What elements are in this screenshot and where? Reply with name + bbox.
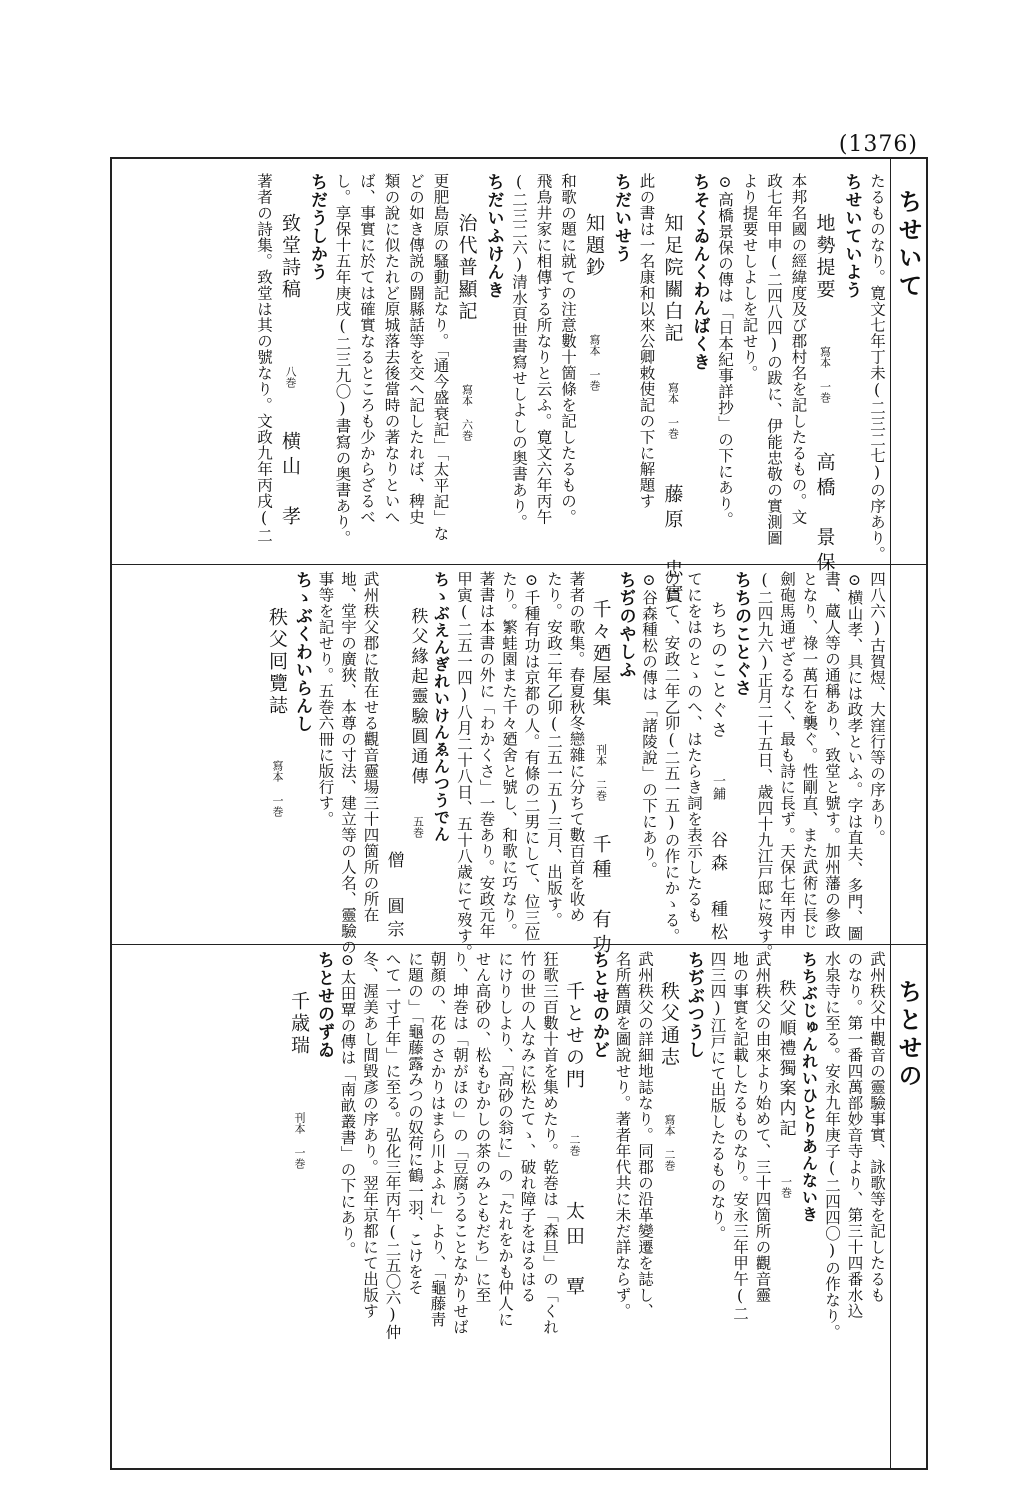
entry-heading: ちぢのやしふ <box>615 571 636 679</box>
entry-body: 著者の歌集。春夏秋冬戀雜に分ちて數百首を收め <box>567 571 586 923</box>
entry-reference: ⊙千種有功は京都の人。有條の二男にして、位三位 <box>522 571 541 942</box>
entry-body: 政七年甲申(二四八四)の跋に、伊能忠敬の實測圖 <box>765 173 783 546</box>
entry-body: 和歌の題に就ての注意數十箇條を記したるもの。 <box>559 173 577 525</box>
entry-body: 此の書は一名康和以來公卿敕使記の下に解題す <box>637 173 656 509</box>
entry-body: ば、事實に於ては確實なるところも少からざるべ <box>358 173 376 525</box>
entry-title: 治代普顯記 <box>455 213 478 323</box>
entry-author: 太田 覃 <box>563 1201 585 1301</box>
entry-meta: 五巻 <box>411 816 425 838</box>
entry-body: 更肥島原の騷動記なり。「通今盛衰記」「太平記」な <box>431 173 450 542</box>
entry-heading: ちだうしかう <box>307 173 327 281</box>
entry-meta: 二巻 <box>568 1134 581 1156</box>
entry-body: 朝顏の、花のさかりはまら川よふれ」より、「龜藤靑 <box>428 951 447 1328</box>
entry-title: 秩父順禮獨案内記 <box>775 979 796 1139</box>
entry-body: 著者の詩集。致堂は其の號なり。文政九年丙戌(二 <box>255 173 273 544</box>
entry-title: 知題鈔 <box>583 213 605 279</box>
entry-title-line <box>289 951 308 1461</box>
entry-body: にけりしより、「高砂の翁に」の「たれをかも仲人に <box>496 951 514 1328</box>
entry-author: 横山 孝 <box>279 431 301 531</box>
entry-reference: 著書は本書の外に「わかくさ」一巻あり。安政元年 <box>477 571 496 939</box>
entry-title-line <box>777 951 794 1461</box>
entry-heading: ちせいていよう <box>841 173 862 299</box>
entry-heading: ちちのことぐさ <box>731 571 751 697</box>
entry-body: 武州秩父郡に散在せる觀音靈場三十四箇所の所在 <box>361 571 380 923</box>
entry-heading: ちぢぶつうし <box>684 951 704 1059</box>
page-number: (1376) <box>838 132 918 157</box>
entry-heading: ちだいせう <box>611 173 631 263</box>
entry-title: 秩父囘覽誌 <box>266 607 288 717</box>
entry-body: より提要せしよしを記せり。 <box>740 173 759 381</box>
entry-body: に題の」「龜藤露みつの奴荷に鶴一羽、こけをそ <box>406 951 424 1296</box>
band2-continuation: 書、蔵人等の通稱あり、致堂と號す。加州藩の參政 <box>823 571 841 939</box>
heading-column-divider <box>890 159 891 1468</box>
entry-meta: 寫本 一巻 <box>271 760 284 817</box>
entry-title-line <box>564 951 583 1461</box>
entry-meta: 寫本 二巻 <box>663 1114 676 1171</box>
entry-reference: たり。繁蛙園また千々廼舍と號し、和歌に巧なり。 <box>500 571 518 939</box>
entry-title-line <box>280 173 299 557</box>
entry-body: 武州秩父の由來より始めて、三十四箇所の觀音靈 <box>753 951 772 1303</box>
entry-body: 狂歌三百數十首を集めたり。乾巻は「森旦」の「くれ <box>541 951 559 1335</box>
entry-body: せん高砂の、松もむかしの茶のみともだち」に至 <box>473 951 492 1303</box>
entry-body: どの如き傳説の闘縣話等を交へ記したれば、稗史 <box>407 173 425 525</box>
entry-body: 四三四)江戸にて出版したるものなり。 <box>708 951 727 1242</box>
entry-title-line <box>661 173 684 609</box>
entry-title: 地勢提要 <box>813 213 836 301</box>
entry-title: 秩父通志 <box>658 981 680 1069</box>
entry-title-line <box>584 173 603 557</box>
entry-title: 千々廼屋集 <box>589 599 612 709</box>
entry-title-line <box>659 951 678 1461</box>
entry-heading: ちゝぶえんぎれいけんゑんつうでん <box>431 571 451 843</box>
entry-meta: 寫本 一巻 <box>588 334 601 391</box>
entry-heading: ちそくゐんくわんばくき <box>689 173 710 371</box>
entry-meta: 寫本 六巻 <box>460 384 474 441</box>
entry-body: のにて、安政二年乙卯(二五一五)の作にかゝる。 <box>662 571 681 944</box>
entry-body: 飛鳥井家に相傳する所なりと云ふ。寛文六年丙午 <box>534 173 553 525</box>
entry-meta: 一鋪 <box>710 774 725 800</box>
entry-title: 致堂詩稿 <box>279 213 301 301</box>
entry-title-line <box>813 173 836 577</box>
band3-continuation: のなり。第一番四萬部妙音寺より、第三十四番水込 <box>845 951 864 1319</box>
entry-title: ちちのことぐさ <box>707 601 727 741</box>
entry-title-line <box>707 571 727 946</box>
band2-continuation: となり、祿一萬石を襲ぐ。性剛直、また武術に長じ <box>800 571 819 939</box>
entry-body: 類の說に似たれど原城落去後當時の著なりといへ <box>382 173 401 525</box>
band-1 <box>120 173 886 609</box>
band-divider-top <box>112 564 926 565</box>
entry-title-line <box>589 571 612 959</box>
section-heading-chitose: ちとせの <box>894 979 923 1091</box>
entry-reference: ⊙太田覃の傳は「南畝叢書」の下にあり。 <box>338 951 357 1258</box>
entry-body: へて一寸千年」に至る。弘化三年丙午(二五〇六)仲 <box>383 951 402 1340</box>
entry-author: 千種 有功 <box>589 834 612 959</box>
entry-title: 知足院關白記 <box>661 213 684 345</box>
band-2 <box>120 571 886 960</box>
page-frame <box>110 157 928 1470</box>
entry-heading: ちゝぶくわいらんし <box>292 571 312 733</box>
entry-body: 本邦名國の經緯度及び郡村名を記したるもの。文 <box>789 173 808 525</box>
entry-meta: 寫本 一巻 <box>818 346 832 403</box>
section-heading-chiseite: ちせいて <box>894 189 923 301</box>
band1-continuation: たるものなり。寛文七年丁未(二三二七)の序あり。 <box>868 173 886 562</box>
band2-continuation: ⊙横山孝、具には政孝といふ。字は直夫、多門、圖 <box>845 571 864 942</box>
entry-meta: 刊本 一巻 <box>293 1112 306 1169</box>
entry-author: 谷森 種松 <box>707 831 727 946</box>
band2-continuation: 劍砲馬通ぜざるなく、最も詩に長ず。天保七年丙申 <box>778 571 796 939</box>
entry-author: 高橋 景保 <box>813 452 836 577</box>
entry-body: し。享保十五年庚戌(二三九〇)書寫の奥書あり。 <box>333 173 352 546</box>
entry-heading: ちちぶじゅんれいひとりあんないき <box>799 951 819 1223</box>
entry-body: 竹の世の人なみに松たてゝ、破れ障子をはるはる <box>518 951 537 1303</box>
entry-meta: 刊本 二巻 <box>594 744 608 801</box>
entry-author: 藤原 忠實 <box>661 484 684 609</box>
entry-body: 地の事實を記載したるものなり。安永三年甲午(二 <box>731 951 749 1322</box>
entry-author-line <box>383 571 404 943</box>
entry-heading: ちだいふけんき <box>483 173 504 299</box>
entry-title: 千とせの門 <box>563 981 585 1091</box>
entry-body: 地、堂宇の廣狹、本尊の寸法、建立等の人名、靈驗の <box>339 571 357 955</box>
entry-reference: ⊙谷森種松の傳は「諸陵說」の下にあり。 <box>640 571 658 878</box>
entry-body: たり。安政二年乙卯(二五一五)三月、出版す。 <box>545 571 563 928</box>
entry-title: 千歳瑞 <box>288 991 310 1057</box>
entry-heading: ちとせのずゐ <box>314 951 334 1059</box>
entry-meta: 一巻 <box>779 1176 793 1198</box>
band2-continuation: 四八六)古賀煜、大窪行等の序あり。 <box>868 571 886 846</box>
entry-meta: 八巻 <box>284 366 297 388</box>
entry-title-line <box>457 173 476 557</box>
entry-author: 僧 圓宗 <box>383 851 404 943</box>
entry-body: 名所舊蹟を圖說せり。著者年代共に未だ詳ならず。 <box>613 951 632 1319</box>
entry-title: 秩父緣起靈驗圓通傳 <box>407 607 428 787</box>
entry-body: てにをはのとゝのへ、はたらき詞を表示したるも <box>685 571 703 923</box>
entry-reference: 甲寅(二五一四)八月二十八日、五十八歳にて歿す。 <box>455 571 473 960</box>
band2-continuation: (二四九六)正月二十五日、歳四十九江戸邸に歿す。 <box>755 571 774 960</box>
entry-meta: 寫本 一巻 <box>666 382 680 439</box>
entry-body: り、坤巻は「朝がほの」の「豆腐うることなかりせば <box>451 951 469 1335</box>
entry-heading: ちとせのかど <box>589 951 609 1059</box>
entry-body: 武州秩父の詳細地誌なり。同郡の沿革變遷を誌し、 <box>636 951 654 1319</box>
entry-body: 事等を記せり。五巻六冊に版行す。 <box>316 571 335 827</box>
entry-title-line <box>409 571 426 939</box>
band-divider-bottom <box>112 944 926 945</box>
entry-title-line <box>267 571 286 939</box>
entry-body: (二三二六)清水頁世書寫せしよしの奥書あり。 <box>510 173 528 530</box>
band-3 <box>120 951 884 1461</box>
entry-reference: ⊙高橋景保の傳は「日本紀事詳抄」の下にあり。 <box>716 173 734 528</box>
entry-body: 冬、渥美あし間毀彥の序あり。翌年京都にて出版す <box>361 951 379 1319</box>
band3-continuation: 武州秩父中觀音の靈驗事實、詠歌等を記したるも <box>868 951 886 1303</box>
band3-continuation: 水泉寺に至る。安永九年庚子(二四四〇)の作なり。 <box>823 951 841 1340</box>
